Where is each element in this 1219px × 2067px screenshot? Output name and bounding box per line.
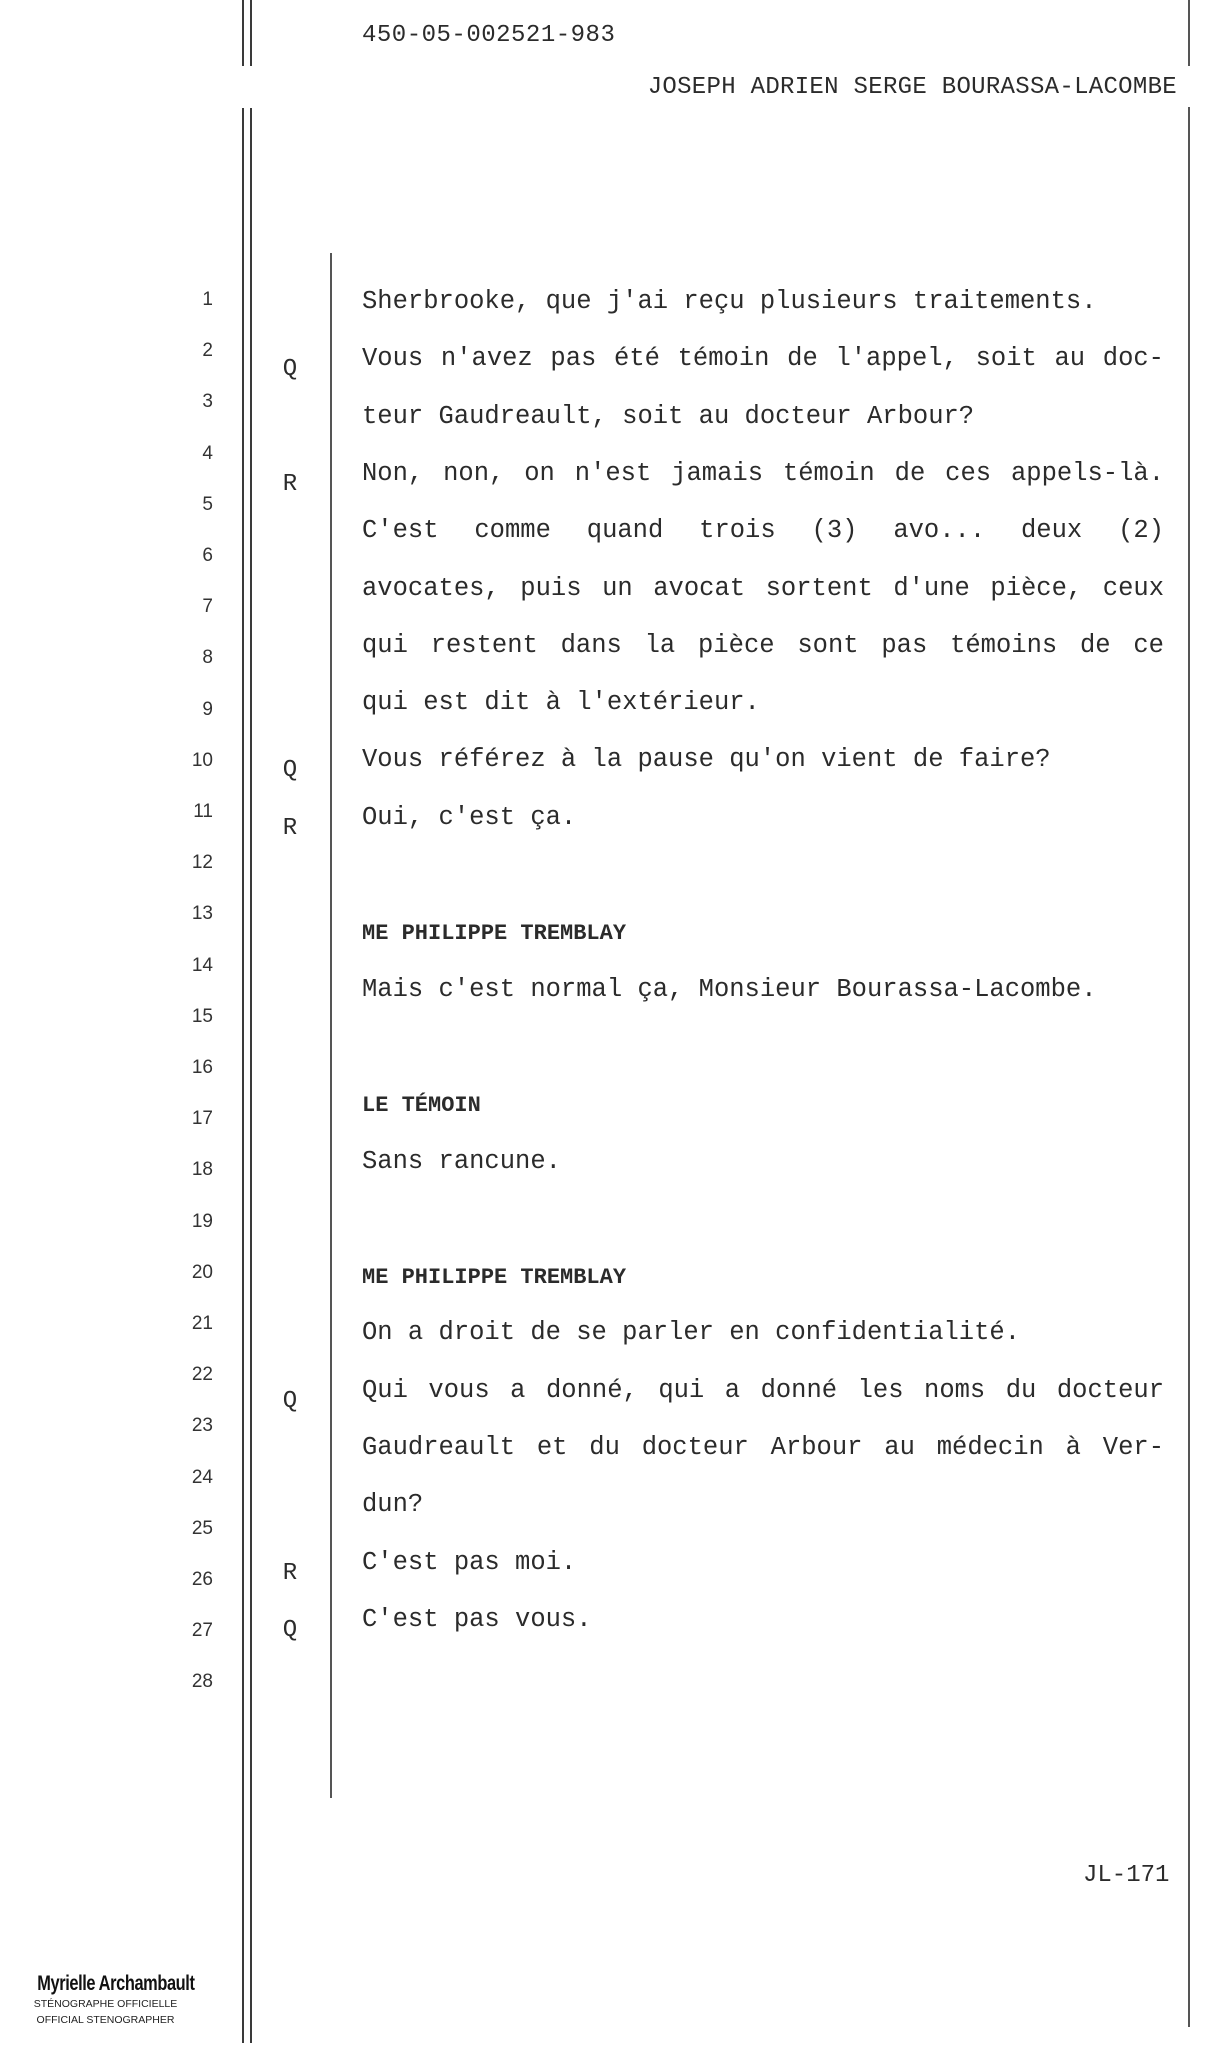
qr-column-rule	[330, 253, 332, 1798]
line-number: 17	[191, 1108, 213, 1130]
transcript-line: qui est dit à l'extérieur.	[362, 688, 760, 718]
line-number: 1	[202, 289, 213, 310]
line-number: 15	[191, 1005, 213, 1027]
speaker-label: ME PHILIPPE TREMBLAY	[362, 921, 627, 947]
line-number: 28	[191, 1671, 213, 1693]
right-margin-rule-top	[1188, 0, 1190, 66]
line-number: 2	[202, 340, 213, 362]
line-number: 7	[202, 596, 213, 618]
line-number: 23	[191, 1415, 213, 1437]
transcript-line: Sans rancune.	[362, 1146, 561, 1176]
speaker-label: LE TÉMOIN	[362, 1093, 481, 1119]
line-number: 8	[202, 647, 213, 669]
transcript-line: Mais c'est normal ça, Monsieur Bourassa-Lacombe.	[362, 974, 1097, 1004]
line-number: 22	[191, 1364, 213, 1386]
transcript-line: dun?	[362, 1490, 424, 1520]
transcript-line: Vous n'avez pas été témoin de l'appel, soit au doc-	[362, 344, 1164, 374]
line-number: 10	[191, 749, 213, 771]
transcript-line: Qui vous a donné, qui a donné les noms du docteur	[362, 1375, 1164, 1405]
line-number: 24	[191, 1466, 213, 1488]
transcript-line: Gaudreault et du docteur Arbour au médecin à Ver-	[362, 1433, 1164, 1462]
line-number: 5	[202, 493, 213, 515]
line-number: 25	[191, 1517, 213, 1539]
question-marker: Q	[282, 757, 298, 785]
answer-marker: R	[282, 814, 298, 842]
witness-name-header: JOSEPH ADRIEN SERGE BOURASSA-LACOMBE	[647, 74, 1177, 101]
transcript-line: Oui, c'est ça.	[362, 802, 577, 832]
stenographer-title-fr: STÉNOGRAPHE OFFICIELLE	[33, 1998, 178, 2010]
right-margin-rule	[1188, 107, 1190, 2027]
line-number: 11	[193, 801, 213, 822]
question-marker: Q	[282, 1387, 298, 1415]
transcript-line: C'est pas vous.	[362, 1604, 592, 1634]
line-number: 9	[202, 698, 213, 720]
page-code: JL-171	[1083, 1862, 1170, 1889]
line-number: 19	[191, 1210, 213, 1232]
transcript-line: C'est comme quand trois (3) avo... deux (2)	[362, 516, 1164, 546]
left-margin-rule-inner-top	[250, 0, 252, 66]
left-margin-rule-outer-top	[242, 0, 244, 66]
transcript-line: C'est pas moi.	[362, 1547, 577, 1577]
answer-marker: R	[282, 1559, 298, 1587]
line-number: 14	[191, 954, 213, 976]
line-number: 4	[202, 442, 213, 464]
stenographer-logo	[18, 1972, 193, 2028]
stenographer-name: Myrielle Archambault	[37, 1972, 195, 1995]
transcript-line: avocates, puis un avocat sortent d'une pièce, ceux	[362, 573, 1164, 603]
transcript-line: Vous référez à la pause qu'on vient de faire?	[362, 745, 1051, 775]
line-number: 18	[191, 1159, 213, 1181]
line-number: 21	[191, 1313, 213, 1334]
question-marker: Q	[282, 1616, 298, 1644]
transcript-line: teur Gaudreault, soit au docteur Arbour?	[362, 401, 975, 431]
left-margin-rule-inner	[250, 108, 252, 2043]
case-number: 450-05-002521-983	[362, 22, 616, 49]
left-margin-rule-outer	[242, 108, 244, 2043]
line-number: 16	[191, 1057, 213, 1078]
transcript-line: On a droit de se parler en confidentialité.	[362, 1318, 1021, 1348]
transcript-line: Sherbrooke, que j'ai reçu plusieurs traitements.	[362, 287, 1097, 316]
answer-marker: R	[282, 470, 298, 498]
speaker-label: ME PHILIPPE TREMBLAY	[362, 1265, 627, 1291]
line-number: 13	[191, 903, 213, 925]
stenographer-title-en: OFFICIAL STENOGRAPHER	[36, 2014, 175, 2026]
line-number: 3	[202, 391, 213, 413]
line-number: 20	[191, 1261, 213, 1283]
line-number: 6	[202, 545, 213, 566]
question-marker: Q	[282, 356, 298, 384]
transcript-line: Non, non, on n'est jamais témoin de ces appels-là.	[362, 458, 1164, 488]
transcript-line: qui restent dans la pièce sont pas témoins de ce	[362, 630, 1164, 660]
line-number: 27	[191, 1620, 213, 1642]
line-number: 12	[191, 852, 213, 874]
line-number: 26	[191, 1569, 213, 1590]
